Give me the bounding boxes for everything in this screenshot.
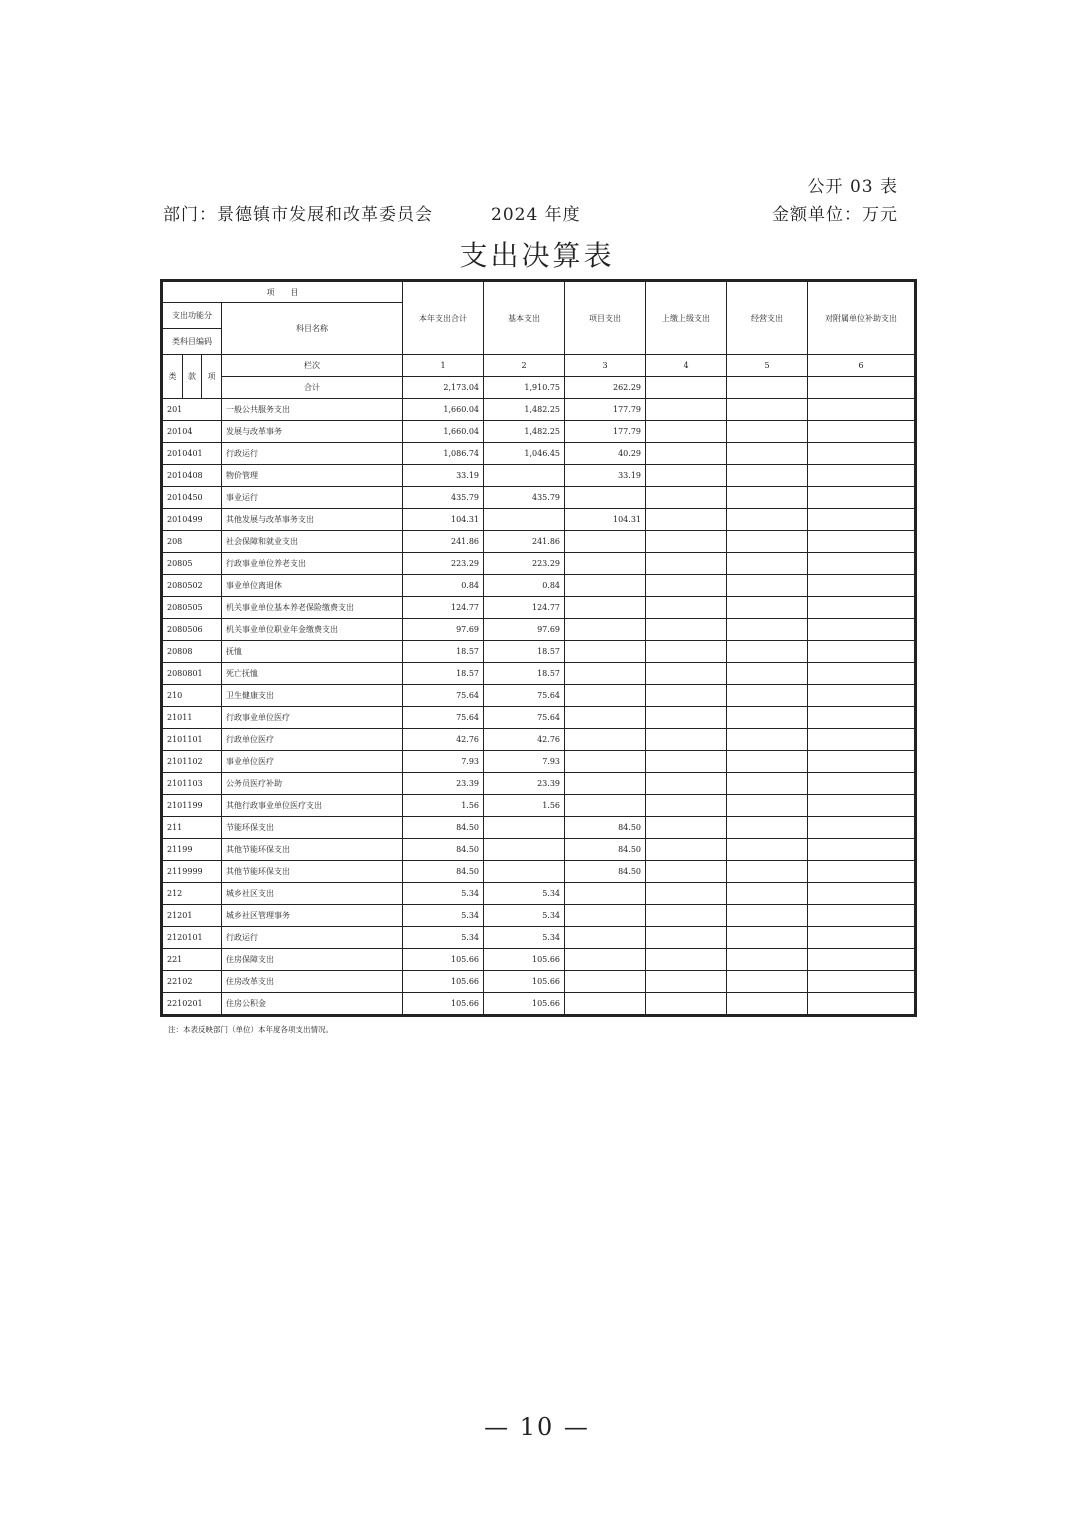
row-value-2: 1.56 <box>484 795 565 817</box>
row-value-1: 23.39 <box>403 773 484 795</box>
col-index-label: 栏次 <box>222 355 403 377</box>
row-value-3: 40.29 <box>565 443 646 465</box>
row-value-1: 1,660.04 <box>403 421 484 443</box>
table-row <box>163 949 915 971</box>
row-name: 行政单位医疗 <box>222 729 403 751</box>
row-value-6 <box>808 927 915 949</box>
kuan-header: 款 <box>183 355 202 399</box>
row-value-1: 84.50 <box>403 839 484 861</box>
table-row <box>163 399 915 421</box>
col-number-2: 2 <box>484 355 565 377</box>
func-code-header-1: 支出功能分 <box>163 303 222 329</box>
row-value-4 <box>646 927 727 949</box>
row-value-2: 1,482.25 <box>484 399 565 421</box>
row-code: 22102 <box>163 971 222 993</box>
row-value-6 <box>808 905 915 927</box>
total-value-2: 1,910.75 <box>484 377 565 399</box>
row-value-4 <box>646 619 727 641</box>
row-value-6 <box>808 663 915 685</box>
row-value-3 <box>565 795 646 817</box>
row-value-6 <box>808 465 915 487</box>
row-value-1: 0.84 <box>403 575 484 597</box>
table-row <box>163 641 915 663</box>
row-code: 2101103 <box>163 773 222 795</box>
subject-name-header: 科目名称 <box>222 303 403 355</box>
row-value-6 <box>808 839 915 861</box>
row-value-1: 84.50 <box>403 817 484 839</box>
row-name: 节能环保支出 <box>222 817 403 839</box>
row-value-1: 1,660.04 <box>403 399 484 421</box>
row-value-1: 5.34 <box>403 883 484 905</box>
table-row <box>163 817 915 839</box>
row-value-2 <box>484 839 565 861</box>
row-value-5 <box>727 795 808 817</box>
row-value-6 <box>808 619 915 641</box>
row-code: 21011 <box>163 707 222 729</box>
row-code: 21199 <box>163 839 222 861</box>
row-value-5 <box>727 971 808 993</box>
row-value-6 <box>808 685 915 707</box>
row-value-5 <box>727 729 808 751</box>
row-value-1: 33.19 <box>403 465 484 487</box>
row-value-5 <box>727 487 808 509</box>
row-name: 卫生健康支出 <box>222 685 403 707</box>
col-number-6: 6 <box>808 355 915 377</box>
row-value-2: 105.66 <box>484 949 565 971</box>
row-value-2 <box>484 465 565 487</box>
col-number-3: 3 <box>565 355 646 377</box>
row-value-3 <box>565 971 646 993</box>
table-row <box>163 575 915 597</box>
row-value-2: 105.66 <box>484 993 565 1015</box>
row-name: 城乡社区管理事务 <box>222 905 403 927</box>
row-name: 住房保障支出 <box>222 949 403 971</box>
row-value-4 <box>646 487 727 509</box>
row-value-3 <box>565 575 646 597</box>
table-row <box>163 531 915 553</box>
col-number-4: 4 <box>646 355 727 377</box>
row-value-1: 42.76 <box>403 729 484 751</box>
row-value-4 <box>646 729 727 751</box>
row-value-5 <box>727 509 808 531</box>
row-name: 一般公共服务支出 <box>222 399 403 421</box>
total-value-3: 262.29 <box>565 377 646 399</box>
row-value-3 <box>565 487 646 509</box>
row-value-6 <box>808 773 915 795</box>
table-row <box>163 487 915 509</box>
row-value-5 <box>727 993 808 1015</box>
row-value-3 <box>565 993 646 1015</box>
row-value-6 <box>808 707 915 729</box>
row-value-5 <box>727 773 808 795</box>
table-row <box>163 795 915 817</box>
row-value-3 <box>565 905 646 927</box>
row-value-5 <box>727 905 808 927</box>
row-value-1: 241.86 <box>403 531 484 553</box>
page-number: — 10 — <box>484 1413 590 1441</box>
row-value-1: 5.34 <box>403 905 484 927</box>
row-name: 其他节能环保支出 <box>222 839 403 861</box>
table-row <box>163 839 915 861</box>
row-value-5 <box>727 597 808 619</box>
row-value-4 <box>646 553 727 575</box>
row-value-3 <box>565 597 646 619</box>
page-title: 支出决算表 <box>459 239 615 272</box>
row-value-4 <box>646 883 727 905</box>
row-code: 20808 <box>163 641 222 663</box>
row-value-5 <box>727 949 808 971</box>
row-code: 2101102 <box>163 751 222 773</box>
row-value-1: 104.31 <box>403 509 484 531</box>
row-value-2: 223.29 <box>484 553 565 575</box>
row-value-6 <box>808 971 915 993</box>
table-row <box>163 663 915 685</box>
row-value-4 <box>646 971 727 993</box>
row-value-3 <box>565 619 646 641</box>
table-row <box>163 729 915 751</box>
row-value-6 <box>808 993 915 1015</box>
row-name: 住房改革支出 <box>222 971 403 993</box>
row-name: 事业单位离退休 <box>222 575 403 597</box>
row-value-3 <box>565 685 646 707</box>
row-name: 死亡抚恤 <box>222 663 403 685</box>
year-label: 2024 年度 <box>491 205 581 225</box>
col-header-6: 对附属单位补助支出 <box>808 282 915 355</box>
row-value-2 <box>484 509 565 531</box>
table-row <box>163 619 915 641</box>
row-value-5 <box>727 751 808 773</box>
table-row <box>163 443 915 465</box>
row-value-6 <box>808 509 915 531</box>
row-value-6 <box>808 641 915 663</box>
row-value-2: 7.93 <box>484 751 565 773</box>
row-value-3 <box>565 531 646 553</box>
row-value-2: 18.57 <box>484 641 565 663</box>
row-name: 行政事业单位医疗 <box>222 707 403 729</box>
row-value-4 <box>646 751 727 773</box>
project-header: 项 目 <box>163 282 403 303</box>
total-label: 合计 <box>222 377 403 399</box>
table-row <box>163 883 915 905</box>
row-value-4 <box>646 817 727 839</box>
row-code: 2080505 <box>163 597 222 619</box>
total-value-1: 2,173.04 <box>403 377 484 399</box>
row-value-4 <box>646 773 727 795</box>
total-value-5 <box>727 377 808 399</box>
row-value-5 <box>727 707 808 729</box>
row-code: 2080502 <box>163 575 222 597</box>
row-value-3: 177.79 <box>565 399 646 421</box>
row-value-2: 105.66 <box>484 971 565 993</box>
row-name: 社会保障和就业支出 <box>222 531 403 553</box>
row-value-2 <box>484 817 565 839</box>
row-value-1: 5.34 <box>403 927 484 949</box>
row-value-2 <box>484 861 565 883</box>
row-value-2: 23.39 <box>484 773 565 795</box>
row-value-6 <box>808 817 915 839</box>
row-name: 行政事业单位养老支出 <box>222 553 403 575</box>
row-code: 221 <box>163 949 222 971</box>
row-value-6 <box>808 399 915 421</box>
unit-label: 金额单位：万元 <box>772 205 898 225</box>
row-name: 物价管理 <box>222 465 403 487</box>
row-value-1: 105.66 <box>403 993 484 1015</box>
row-code: 208 <box>163 531 222 553</box>
row-value-2: 42.76 <box>484 729 565 751</box>
department-label: 部门：景德镇市发展和改革委员会 <box>163 205 433 225</box>
row-value-6 <box>808 597 915 619</box>
row-value-4 <box>646 465 727 487</box>
table-row <box>163 465 915 487</box>
row-value-1: 18.57 <box>403 641 484 663</box>
row-value-4 <box>646 949 727 971</box>
row-value-4 <box>646 795 727 817</box>
row-name: 其他发展与改革事务支出 <box>222 509 403 531</box>
row-value-1: 75.64 <box>403 707 484 729</box>
row-value-5 <box>727 619 808 641</box>
row-value-6 <box>808 487 915 509</box>
row-value-5 <box>727 399 808 421</box>
row-value-2: 5.34 <box>484 927 565 949</box>
lei-header: 类 <box>163 355 183 399</box>
table-number: 公开 03 表 <box>807 177 898 197</box>
row-value-5 <box>727 663 808 685</box>
row-value-3 <box>565 553 646 575</box>
row-value-1: 1,086.74 <box>403 443 484 465</box>
row-value-6 <box>808 421 915 443</box>
row-name: 城乡社区支出 <box>222 883 403 905</box>
table-row <box>163 751 915 773</box>
row-value-2: 97.69 <box>484 619 565 641</box>
row-code: 210 <box>163 685 222 707</box>
table-row <box>163 509 915 531</box>
row-value-2: 1,482.25 <box>484 421 565 443</box>
row-value-2: 5.34 <box>484 883 565 905</box>
row-code: 21201 <box>163 905 222 927</box>
row-value-4 <box>646 597 727 619</box>
table-row <box>163 707 915 729</box>
row-value-5 <box>727 575 808 597</box>
row-value-4 <box>646 707 727 729</box>
row-value-6 <box>808 949 915 971</box>
row-value-4 <box>646 509 727 531</box>
row-value-5 <box>727 861 808 883</box>
row-value-3 <box>565 641 646 663</box>
row-value-4 <box>646 993 727 1015</box>
row-value-3: 84.50 <box>565 817 646 839</box>
func-code-header-2: 类科目编码 <box>163 329 222 355</box>
row-code: 2010450 <box>163 487 222 509</box>
table-row <box>163 773 915 795</box>
row-value-6 <box>808 751 915 773</box>
footnote: 注：本表反映部门（单位）本年度各项支出情况。 <box>168 1025 333 1034</box>
row-value-6 <box>808 883 915 905</box>
row-value-4 <box>646 641 727 663</box>
col-header-3: 项目支出 <box>565 282 646 355</box>
row-name: 抚恤 <box>222 641 403 663</box>
row-value-3 <box>565 729 646 751</box>
row-value-6 <box>808 861 915 883</box>
row-code: 20805 <box>163 553 222 575</box>
row-value-3 <box>565 663 646 685</box>
row-value-1: 223.29 <box>403 553 484 575</box>
row-value-1: 7.93 <box>403 751 484 773</box>
total-value-6 <box>808 377 915 399</box>
row-value-1: 124.77 <box>403 597 484 619</box>
row-code: 20104 <box>163 421 222 443</box>
row-name: 行政运行 <box>222 443 403 465</box>
row-name: 事业运行 <box>222 487 403 509</box>
col-number-5: 5 <box>727 355 808 377</box>
row-name: 其他行政事业单位医疗支出 <box>222 795 403 817</box>
row-value-5 <box>727 443 808 465</box>
row-value-6 <box>808 531 915 553</box>
row-name: 机关事业单位基本养老保险缴费支出 <box>222 597 403 619</box>
row-code: 211 <box>163 817 222 839</box>
row-value-2: 1,046.45 <box>484 443 565 465</box>
row-value-2: 124.77 <box>484 597 565 619</box>
row-value-2: 0.84 <box>484 575 565 597</box>
row-value-6 <box>808 729 915 751</box>
table-row <box>163 597 915 619</box>
row-value-3 <box>565 773 646 795</box>
row-value-5 <box>727 641 808 663</box>
row-code: 2119999 <box>163 861 222 883</box>
row-value-6 <box>808 443 915 465</box>
row-code: 2010499 <box>163 509 222 531</box>
row-value-5 <box>727 883 808 905</box>
row-value-5 <box>727 531 808 553</box>
row-code: 2010401 <box>163 443 222 465</box>
xiang-header: 项 <box>202 355 222 399</box>
row-value-1: 105.66 <box>403 949 484 971</box>
row-value-2: 241.86 <box>484 531 565 553</box>
row-name: 公务员医疗补助 <box>222 773 403 795</box>
row-value-3: 177.79 <box>565 421 646 443</box>
col-header-5: 经营支出 <box>727 282 808 355</box>
row-value-4 <box>646 905 727 927</box>
row-value-4 <box>646 575 727 597</box>
table-row <box>163 905 915 927</box>
row-value-1: 18.57 <box>403 663 484 685</box>
row-value-4 <box>646 531 727 553</box>
expenditure-table <box>162 281 915 1015</box>
total-value-4 <box>646 377 727 399</box>
row-value-1: 75.64 <box>403 685 484 707</box>
col-number-1: 1 <box>403 355 484 377</box>
row-value-6 <box>808 575 915 597</box>
row-value-6 <box>808 795 915 817</box>
table-row <box>163 421 915 443</box>
row-value-4 <box>646 663 727 685</box>
row-code: 212 <box>163 883 222 905</box>
row-value-6 <box>808 553 915 575</box>
table-row <box>163 971 915 993</box>
row-value-3 <box>565 751 646 773</box>
row-value-5 <box>727 421 808 443</box>
table-row <box>163 927 915 949</box>
row-value-3 <box>565 883 646 905</box>
row-value-4 <box>646 861 727 883</box>
row-value-5 <box>727 817 808 839</box>
row-value-4 <box>646 685 727 707</box>
table-row <box>163 553 915 575</box>
row-value-3: 33.19 <box>565 465 646 487</box>
row-name: 其他节能环保支出 <box>222 861 403 883</box>
row-value-1: 105.66 <box>403 971 484 993</box>
row-name: 事业单位医疗 <box>222 751 403 773</box>
row-value-4 <box>646 443 727 465</box>
row-value-3: 84.50 <box>565 861 646 883</box>
row-name: 住房公积金 <box>222 993 403 1015</box>
table-row <box>163 685 915 707</box>
row-value-1: 97.69 <box>403 619 484 641</box>
row-code: 2120101 <box>163 927 222 949</box>
table-row <box>163 861 915 883</box>
row-code: 2080506 <box>163 619 222 641</box>
row-value-2: 5.34 <box>484 905 565 927</box>
row-value-1: 435.79 <box>403 487 484 509</box>
row-value-4 <box>646 839 727 861</box>
row-value-5 <box>727 465 808 487</box>
row-name: 机关事业单位职业年金缴费支出 <box>222 619 403 641</box>
row-value-5 <box>727 553 808 575</box>
row-code: 201 <box>163 399 222 421</box>
row-code: 2210201 <box>163 993 222 1015</box>
row-value-1: 1.56 <box>403 795 484 817</box>
row-code: 2080801 <box>163 663 222 685</box>
col-header-1: 本年支出合计 <box>403 282 484 355</box>
row-name: 发展与改革事务 <box>222 421 403 443</box>
row-value-1: 84.50 <box>403 861 484 883</box>
table-row <box>163 993 915 1015</box>
row-value-5 <box>727 685 808 707</box>
row-value-2: 75.64 <box>484 685 565 707</box>
row-value-3: 84.50 <box>565 839 646 861</box>
row-value-4 <box>646 399 727 421</box>
row-value-3 <box>565 927 646 949</box>
col-header-2: 基本支出 <box>484 282 565 355</box>
row-value-5 <box>727 927 808 949</box>
row-value-3 <box>565 949 646 971</box>
row-value-3: 104.31 <box>565 509 646 531</box>
row-value-5 <box>727 839 808 861</box>
col-header-4: 上缴上级支出 <box>646 282 727 355</box>
row-name: 行政运行 <box>222 927 403 949</box>
row-code: 2101101 <box>163 729 222 751</box>
row-value-4 <box>646 421 727 443</box>
row-code: 2101199 <box>163 795 222 817</box>
row-value-2: 75.64 <box>484 707 565 729</box>
row-value-2: 435.79 <box>484 487 565 509</box>
row-code: 2010408 <box>163 465 222 487</box>
row-value-3 <box>565 707 646 729</box>
row-value-2: 18.57 <box>484 663 565 685</box>
